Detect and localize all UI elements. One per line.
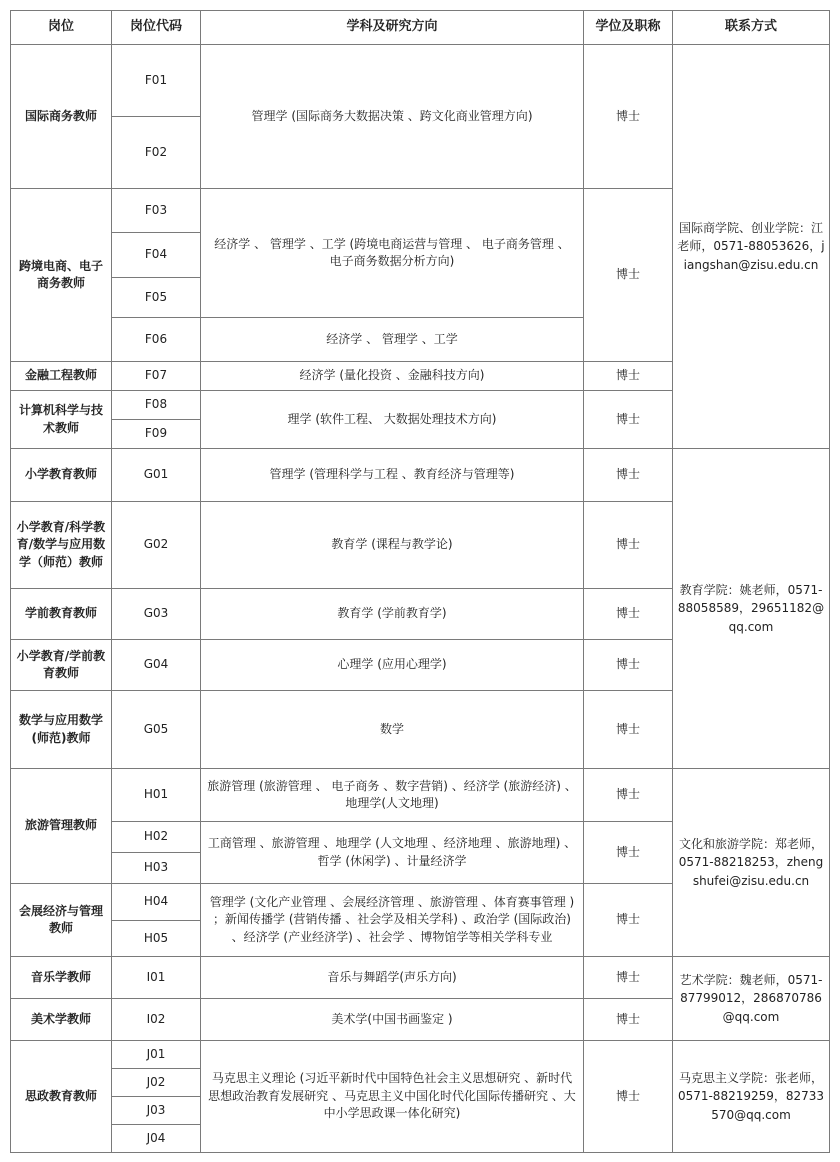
header-position: 岗位 (11, 11, 112, 45)
subject-cell: 工商管理 、旅游管理 、地理学 (人文地理 、经济地理 、旅游地理) 、哲学 (休闲学) 、计量经济学 (201, 822, 584, 884)
degree-cell: 博士 (584, 691, 673, 769)
subject-cell: 教育学 (学前教育学) (201, 589, 584, 640)
subject-cell: 教育学 (课程与教学论) (201, 502, 584, 589)
header-contact: 联系方式 (673, 11, 830, 45)
degree-cell: 博士 (584, 45, 673, 189)
header-degree: 学位及职称 (584, 11, 673, 45)
position-cell: 音乐学教师 (11, 957, 112, 999)
subject-cell: 心理学 (应用心理学) (201, 640, 584, 691)
code-cell: I01 (112, 957, 201, 999)
contact-cell: 文化和旅游学院：郑老师，0571-88218253，zhengshufei@zisu.edu.cn (673, 769, 830, 957)
code-cell: F09 (112, 420, 201, 449)
contact-cell: 马克思主义学院：张老师，0571-88219259，82733570@qq.com (673, 1041, 830, 1153)
subject-cell: 数学 (201, 691, 584, 769)
subject-cell: 美术学(中国书画鉴定 ) (201, 999, 584, 1041)
contact-cell: 艺术学院：魏老师，0571-87799012，286870786@qq.com (673, 957, 830, 1041)
degree-cell: 博士 (584, 769, 673, 822)
subject-cell: 马克思主义理论 (习近平新时代中国特色社会主义思想研究 、新时代思想政治教育发展研究 、马克思主义中国化时代化国际传播研究 、大中小学思政课一体化研究) (201, 1041, 584, 1153)
code-cell: F06 (112, 318, 201, 362)
position-cell: 小学教育/学前教育教师 (11, 640, 112, 691)
degree-cell: 博士 (584, 589, 673, 640)
subject-cell: 管理学 (文化产业管理 、会展经济管理 、旅游管理 、体育赛事管理 ) ；新闻传播学 (营销传播 、社会学及相关学科) 、政治学 (国际政治) 、经济学 (产业经济学) 、社会学 、博物馆学等相关学科专业 (201, 884, 584, 957)
subject-cell: 旅游管理 (旅游管理 、 电子商务 、数字营销) 、经济学 (旅游经济) 、地理学(人文地理) (201, 769, 584, 822)
degree-cell: 博士 (584, 957, 673, 999)
code-cell: I02 (112, 999, 201, 1041)
code-cell: F05 (112, 278, 201, 318)
table-row (11, 45, 830, 117)
code-cell: H03 (112, 853, 201, 884)
code-cell: F02 (112, 117, 201, 189)
code-cell: H01 (112, 769, 201, 822)
position-cell: 数学与应用数学(师范)教师 (11, 691, 112, 769)
code-cell: F07 (112, 362, 201, 391)
position-cell: 学前教育教师 (11, 589, 112, 640)
table-row (11, 449, 830, 502)
position-cell: 计算机科学与技术教师 (11, 391, 112, 449)
code-cell: H04 (112, 884, 201, 921)
position-cell: 金融工程教师 (11, 362, 112, 391)
subject-cell: 经济学 、 管理学 、工学 (跨境电商运营与管理 、 电子商务管理 、 电子商务数据分析方向) (201, 189, 584, 318)
code-cell: J04 (112, 1125, 201, 1153)
code-cell: H02 (112, 822, 201, 853)
position-cell: 思政教育教师 (11, 1041, 112, 1153)
table-row (11, 769, 830, 822)
subject-cell: 经济学 (量化投资 、金融科技方向) (201, 362, 584, 391)
code-cell: G03 (112, 589, 201, 640)
code-cell: J02 (112, 1069, 201, 1097)
code-cell: G04 (112, 640, 201, 691)
code-cell: F04 (112, 233, 201, 278)
table-row (11, 957, 830, 999)
code-cell: J01 (112, 1041, 201, 1069)
code-cell: G05 (112, 691, 201, 769)
code-cell: J03 (112, 1097, 201, 1125)
degree-cell: 博士 (584, 884, 673, 957)
position-cell: 会展经济与管理教师 (11, 884, 112, 957)
subject-cell: 音乐与舞蹈学(声乐方向) (201, 957, 584, 999)
position-cell: 跨境电商、电子商务教师 (11, 189, 112, 362)
subject-cell: 管理学 (管理科学与工程 、教育经济与管理等) (201, 449, 584, 502)
subject-cell: 理学 (软件工程、 大数据处理技术方向) (201, 391, 584, 449)
position-cell: 小学教育/科学教育/数学与应用数学（师范）教师 (11, 502, 112, 589)
contact-cell: 教育学院：姚老师，0571-88058589，29651182@qq.com (673, 449, 830, 769)
header-row (11, 11, 830, 45)
subject-cell: 管理学 (国际商务大数据决策 、跨文化商业管理方向) (201, 45, 584, 189)
recruitment-table (10, 10, 830, 1153)
header-subject: 学科及研究方向 (201, 11, 584, 45)
header-code: 岗位代码 (112, 11, 201, 45)
degree-cell: 博士 (584, 189, 673, 362)
position-cell: 国际商务教师 (11, 45, 112, 189)
code-cell: F01 (112, 45, 201, 117)
subject-cell: 经济学 、 管理学 、工学 (201, 318, 584, 362)
code-cell: F03 (112, 189, 201, 233)
degree-cell: 博士 (584, 502, 673, 589)
degree-cell: 博士 (584, 999, 673, 1041)
code-cell: G01 (112, 449, 201, 502)
position-cell: 美术学教师 (11, 999, 112, 1041)
table-row (11, 1041, 830, 1069)
degree-cell: 博士 (584, 822, 673, 884)
degree-cell: 博士 (584, 640, 673, 691)
contact-cell: 国际商学院、创业学院：江老师，0571-88053626，jiangshan@zisu.edu.cn (673, 45, 830, 449)
position-cell: 小学教育教师 (11, 449, 112, 502)
degree-cell: 博士 (584, 449, 673, 502)
position-cell: 旅游管理教师 (11, 769, 112, 884)
code-cell: F08 (112, 391, 201, 420)
code-cell: H05 (112, 921, 201, 957)
degree-cell: 博士 (584, 362, 673, 391)
code-cell: G02 (112, 502, 201, 589)
degree-cell: 博士 (584, 391, 673, 449)
degree-cell: 博士 (584, 1041, 673, 1153)
